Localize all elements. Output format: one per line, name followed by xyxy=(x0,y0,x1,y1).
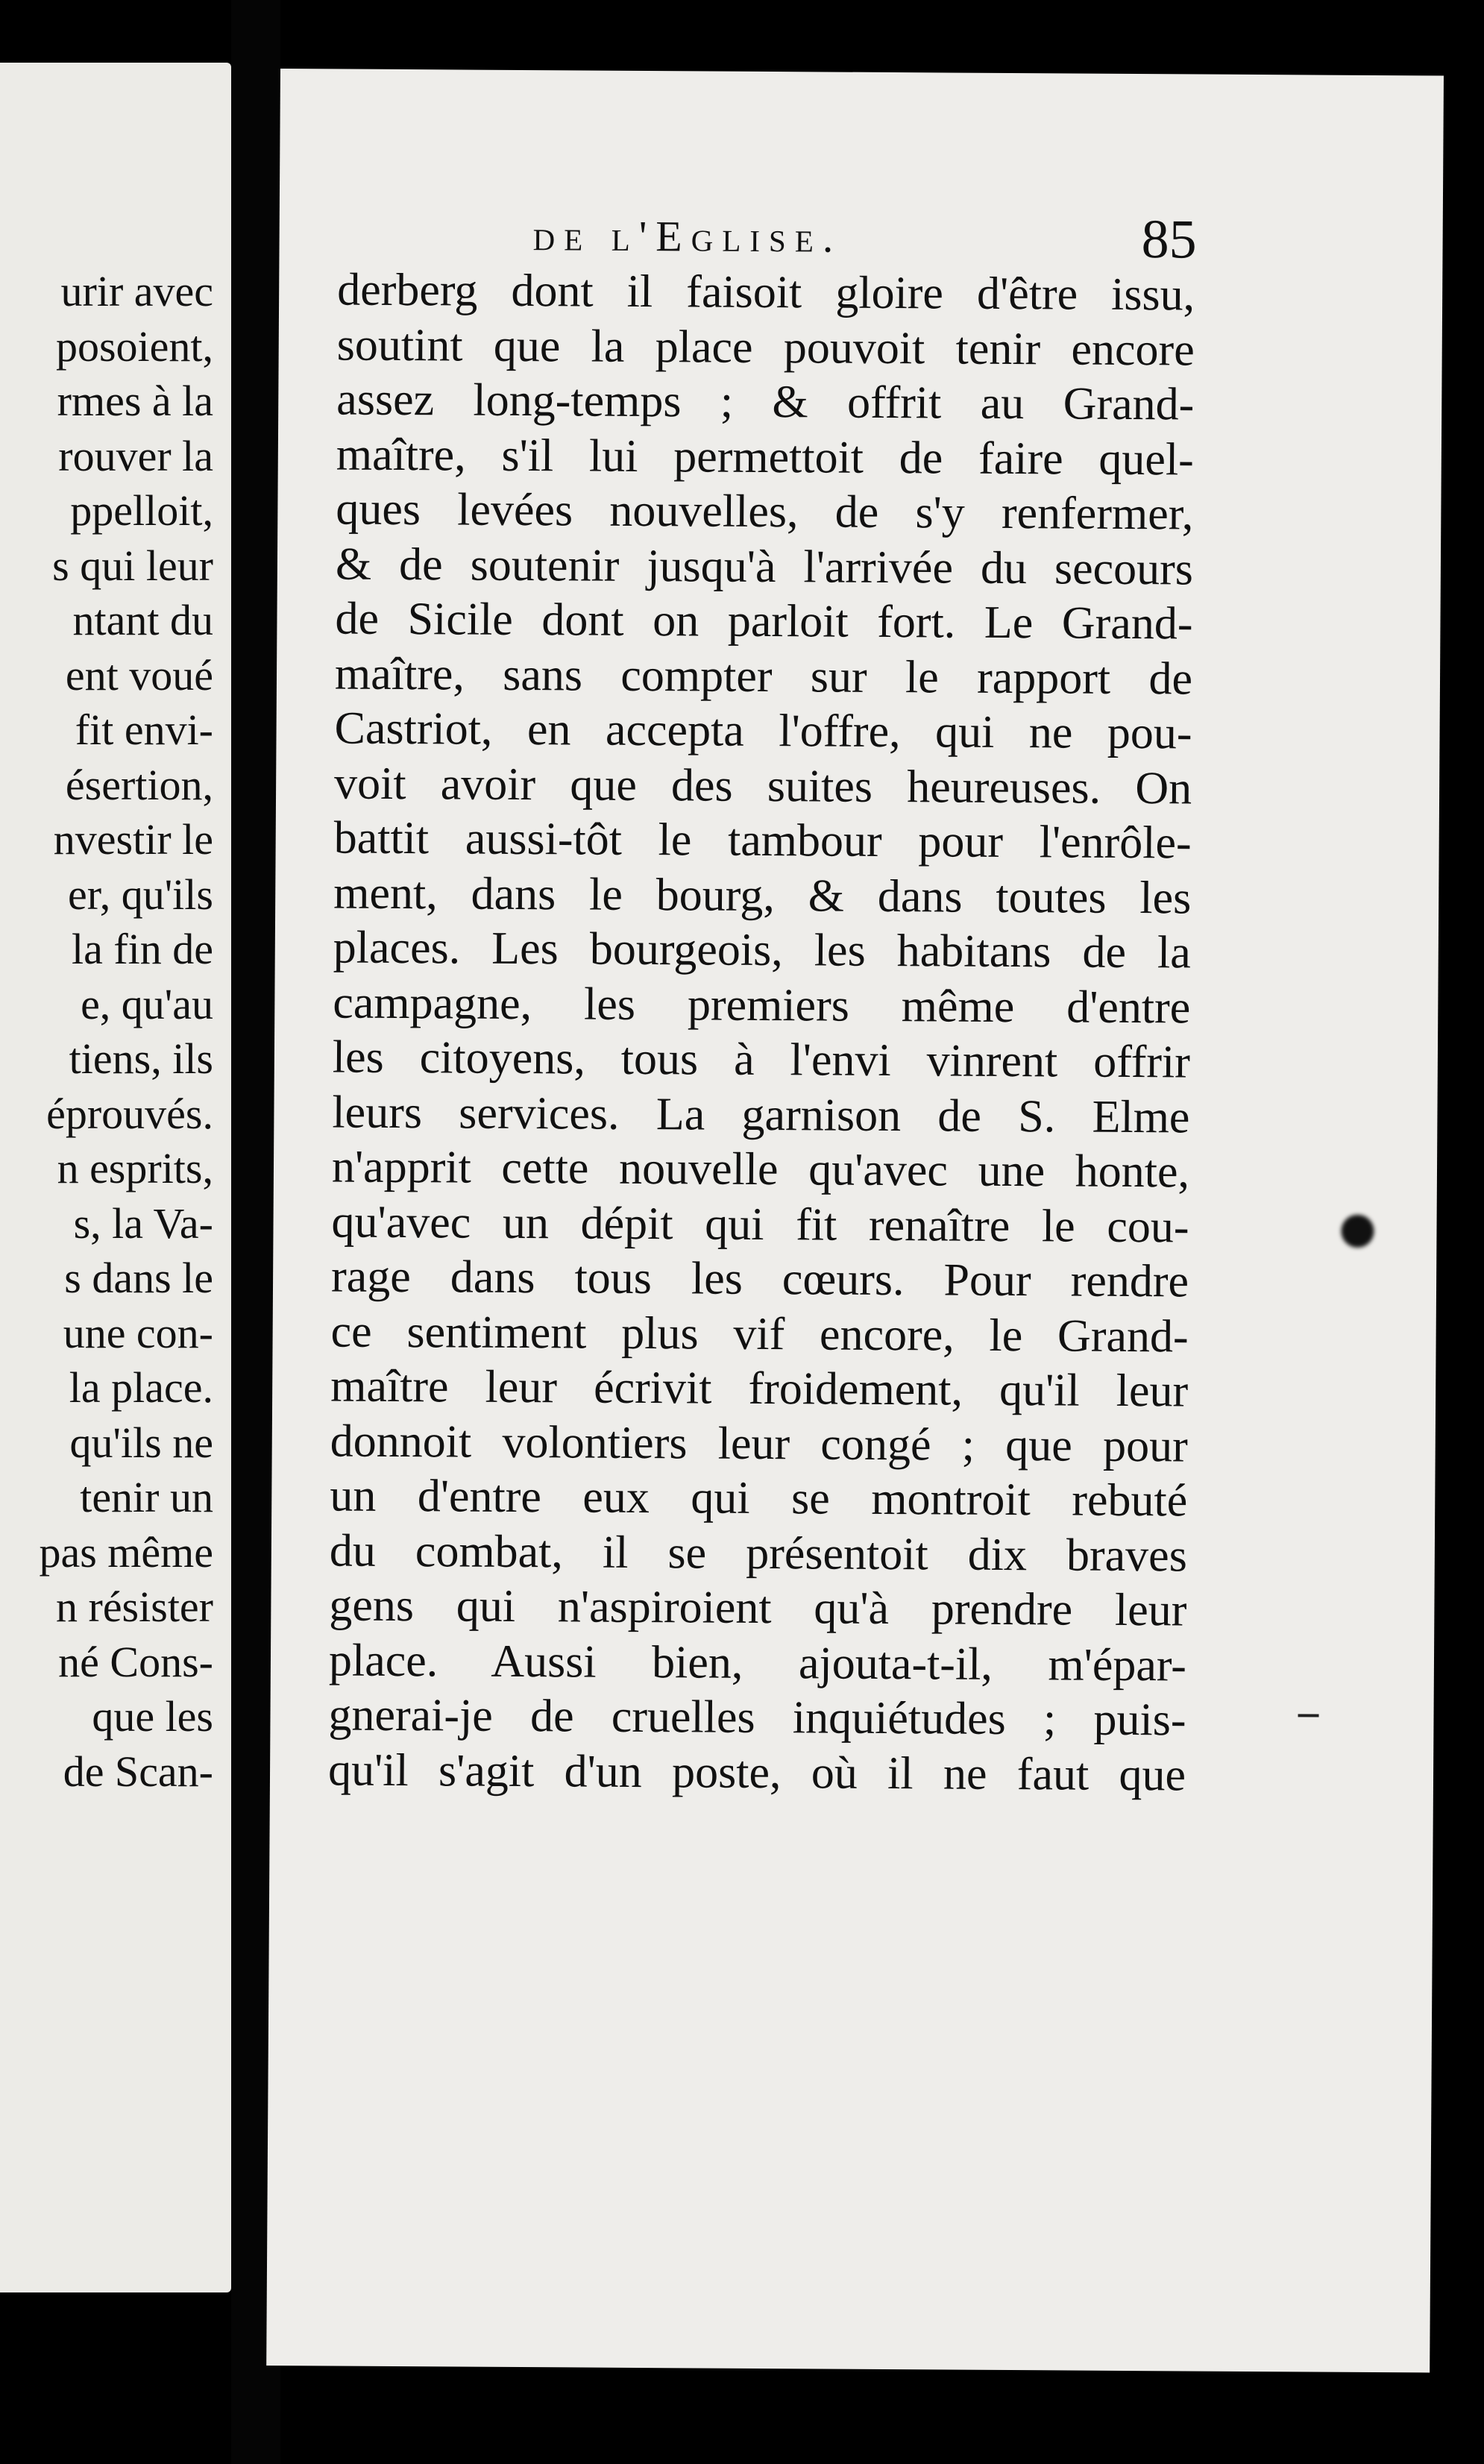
text-line: gens qui n'aspiroient qu'à prendre leur xyxy=(329,1580,1187,1636)
text-line: ques levées nouvelles, de s'y renfermer, xyxy=(336,483,1194,540)
left-page xyxy=(0,63,231,2292)
left-page-line: éprouvés. xyxy=(46,1089,213,1138)
text-line: qu'avec un dépit qui fit renaître le cou- xyxy=(331,1195,1189,1252)
text-line: donnoit volontiers leur congé ; que pour xyxy=(330,1415,1188,1471)
left-page-line: s qui leur xyxy=(52,541,213,590)
left-page-line: ésertion, xyxy=(65,760,213,809)
text-line: du combat, il se présentoit dix braves xyxy=(329,1524,1188,1581)
ink-speck xyxy=(1341,1215,1374,1248)
text-line: Castriot, en accepta l'offre, qui ne pou- xyxy=(334,703,1192,759)
right-page-text xyxy=(328,263,1195,1803)
text-line: maître, sans compter sur le rapport de xyxy=(334,647,1193,704)
text-line: de Sicile dont on parloit fort. Le Grand- xyxy=(335,593,1193,650)
text-line: voit avoir que des suites heureuses. On xyxy=(333,757,1192,814)
left-page-line: er, qu'ils xyxy=(68,870,213,919)
left-page-line: ent voué xyxy=(65,650,213,700)
text-line: gnerai-je de cruelles inquiétudes ; puis- xyxy=(328,1689,1186,1746)
text-line: les citoyens, tous à l'envi vinrent offrir xyxy=(332,1031,1191,1088)
left-page-line: s, la Va- xyxy=(73,1198,213,1248)
left-page-line: e, qu'au xyxy=(81,979,213,1028)
left-page-line: posoient, xyxy=(55,321,213,371)
left-page-line: rmes à la xyxy=(57,377,213,425)
left-page-line: tenir un xyxy=(80,1473,213,1521)
right-page xyxy=(266,69,1444,2372)
left-page-line: n esprits, xyxy=(57,1144,213,1192)
text-line: soutint que la place pouvoit tenir encore xyxy=(336,318,1195,375)
text-line: ment, dans le bourg, & dans toutes les xyxy=(333,867,1192,923)
text-line: derberg dont il faisoit gloire d'être issu, xyxy=(336,264,1195,321)
left-page-line: ppelloit, xyxy=(70,486,213,535)
left-page-line: fit envi- xyxy=(75,705,213,754)
left-page-line: la fin de xyxy=(71,925,213,973)
running-head-title: de l'Eglise. xyxy=(532,211,843,262)
left-page-line: né Cons- xyxy=(58,1637,213,1686)
text-line: place. Aussi bien, ajouta-t-il, m'épar- xyxy=(328,1634,1187,1691)
left-page-line: urir avec xyxy=(60,267,213,315)
margin-mark xyxy=(1298,1714,1319,1717)
left-page-line: rouver la xyxy=(58,431,213,480)
text-line: campagne, les premiers même d'entre xyxy=(333,976,1191,1033)
left-page-line: tiens, ils xyxy=(69,1034,213,1083)
left-page-line: n résister xyxy=(56,1583,213,1631)
text-line: battit aussi-tôt le tambour pour l'enrôle- xyxy=(333,812,1192,869)
text-line: rage dans tous les cœurs. Pour rendre xyxy=(330,1251,1189,1307)
text-line: leurs services. La garnison de S. Elme xyxy=(332,1086,1190,1143)
left-page-line: ntant du xyxy=(72,596,213,644)
left-page-line: de Scan- xyxy=(63,1747,213,1796)
text-line: assez long-temps ; & offrit au Grand- xyxy=(336,374,1195,430)
text-line: n'apprit cette nouvelle qu'avec une honte, xyxy=(331,1141,1190,1198)
left-page-line: pas même xyxy=(39,1527,213,1577)
text-line: qu'il s'agit d'un poste, où il ne faut que xyxy=(327,1744,1186,1800)
text-line: maître leur écrivit froidement, qu'il leur xyxy=(330,1360,1189,1417)
left-page-line: s dans le xyxy=(64,1254,213,1302)
text-line: & de soutenir jusqu'à l'arrivée du secours xyxy=(335,538,1194,594)
text-line: ce sentiment plus vif encore, le Grand- xyxy=(330,1305,1189,1362)
running-head xyxy=(532,210,1444,266)
text-line: places. Les bourgeois, les habitans de la xyxy=(333,922,1191,978)
left-page-line: la place. xyxy=(69,1363,213,1412)
text-line: un d'entre eux qui se montroit rebuté xyxy=(330,1470,1188,1527)
left-page-line: que les xyxy=(92,1692,213,1741)
text-line: maître, s'il lui permettoit de faire quel- xyxy=(336,428,1195,485)
left-page-text xyxy=(0,264,213,1799)
page-number: 85 xyxy=(1141,209,1197,271)
left-page-line: qu'ils ne xyxy=(69,1418,213,1467)
left-page-line: nvestir le xyxy=(53,815,213,864)
left-page-line: une con- xyxy=(63,1308,213,1357)
